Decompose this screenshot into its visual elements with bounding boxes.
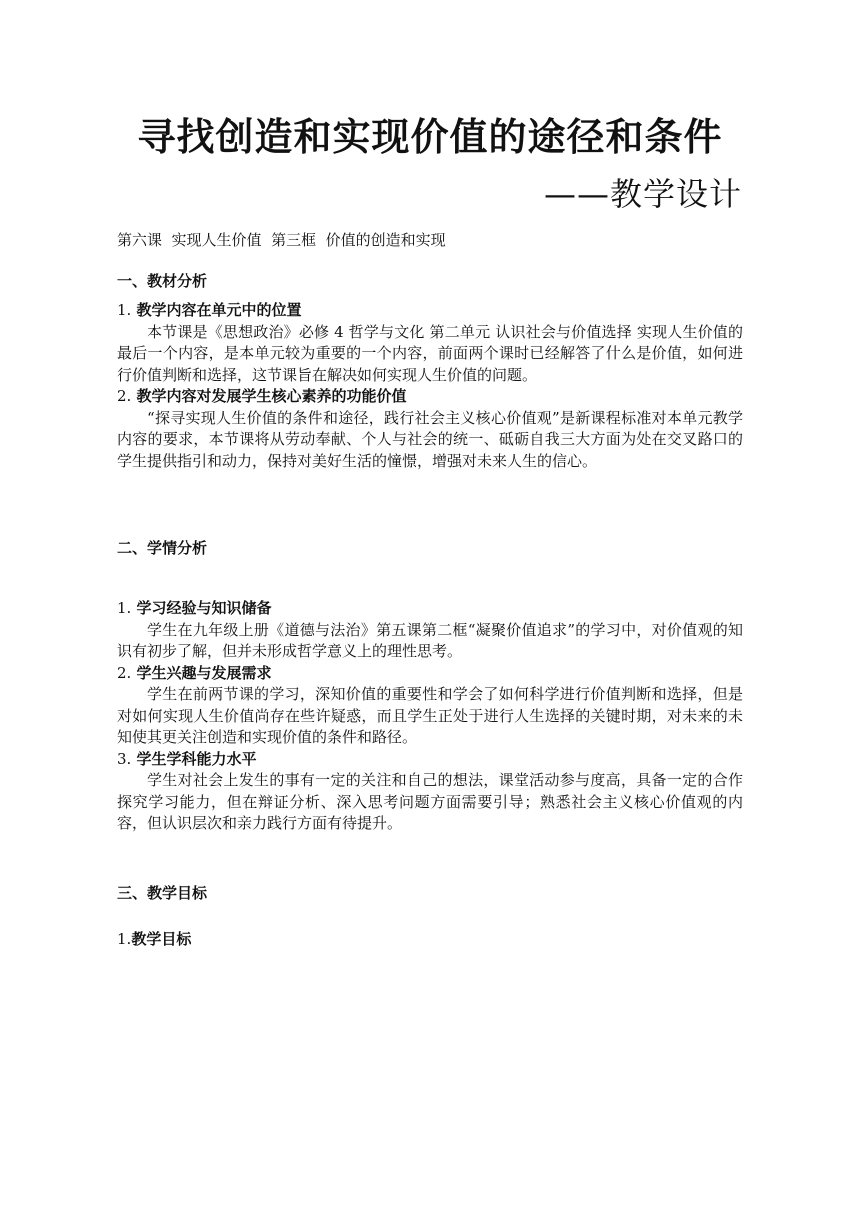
subheading-number: 1. — [117, 301, 132, 319]
section-heading-teaching-goals: 三、教学目标 — [117, 884, 208, 902]
document-subtitle: ——教学设计 — [543, 175, 742, 213]
subheading-teaching-goals — [117, 929, 743, 951]
subheading-text: 学习经验与知识储备 — [136, 599, 272, 617]
subheading-text: 教学内容在单元中的位置 — [136, 301, 302, 319]
subheading-text: 学生兴趣与发展需求 — [136, 663, 272, 682]
paragraph-learning-experience: 学生在九年级上册《道德与法治》第五课第二框“凝聚价值追求”的学习中，对价值观的知识有初步了解，但并未形成哲学意义上的理性思考。 — [117, 620, 743, 660]
subheading-number: 2. — [117, 663, 132, 682]
subheading-core-literacy — [117, 386, 743, 408]
subheading-number: 1. — [117, 599, 132, 617]
subheading-text: 教学目标 — [131, 930, 192, 948]
subheading-number: 1. — [117, 930, 132, 948]
section2-content — [117, 598, 743, 835]
subheading-text: 学生学科能力水平 — [136, 749, 257, 768]
subheading-number: 2. — [117, 387, 132, 405]
section3-content — [117, 929, 743, 951]
section1-content — [117, 300, 743, 472]
paragraph-ability-level: 学生对社会上发生的事有一定的关注和自己的想法，课堂活动参与度高，具备一定的合作探究学习能力，但在辩证分析、深入思考问题方面需要引导；熟悉社会主义核心价值观的内容，但认识层次和亲力践行方面有待提升。 — [117, 771, 743, 832]
subheading-learning-experience — [117, 598, 743, 620]
subheading-interest-needs — [117, 663, 743, 685]
paragraph-core-literacy: “探寻实现人生价值的条件和途径，践行社会主义核心价值观”是新课程标准对本单元教学内容的要求，本节课将从劳动奉献、个人与社会的统一、砥砺自我三大方面为处在交叉路口的学生提供指引和动力，保持对美好生活的憧憬，增强对未来人生的信心。 — [117, 408, 743, 470]
section-heading-student-analysis: 二、学情分析 — [117, 539, 208, 557]
subheading-unit-position — [117, 300, 743, 322]
section-heading-textbook-analysis: 一、教材分析 — [117, 272, 208, 290]
lesson-line: 第六课 实现人生价值 第三框 价值的创造和实现 — [117, 231, 446, 249]
subheading-text: 教学内容对发展学生核心素养的功能价值 — [136, 387, 407, 405]
document-title: 寻找创造和实现价值的途径和条件 — [137, 115, 723, 159]
subheading-number: 3. — [117, 749, 132, 768]
paragraph-interest-needs: 学生在前两节课的学习，深知价值的重要性和学会了如何科学进行价值判断和选择，但是对如何实现人生价值尚存在些许疑惑，而且学生正处于进行人生选择的关键时期，对未来的未知使其更关注创造和实现价值的条件和路径。 — [117, 685, 743, 746]
paragraph-unit-position: 本节课是《思想政治》必修 4 哲学与文化 第二单元 认识社会与价值选择 实现人生价值的最后一个内容，是本单元较为重要的一个内容，前面两个课时已经解答了什么是价值，如何进行价值判断和选择，这节课旨在解决如何实现人生价值的问题。 — [117, 322, 743, 384]
subheading-ability-level — [117, 749, 743, 771]
